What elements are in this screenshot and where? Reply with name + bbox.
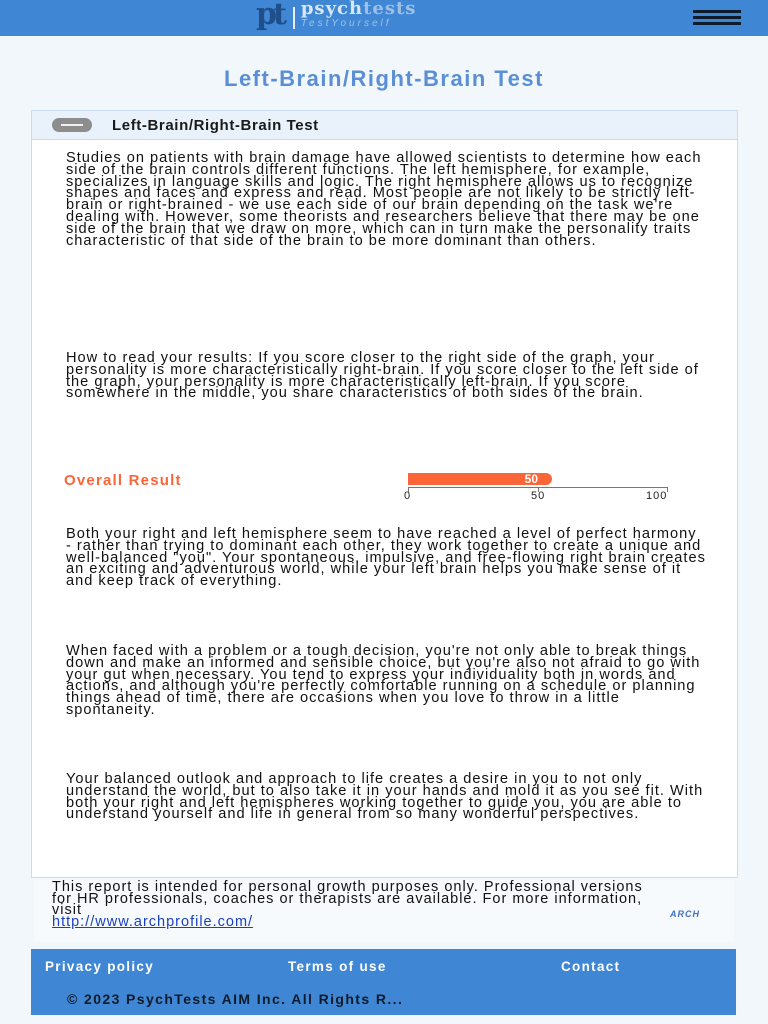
arch-logo-text: ARCH xyxy=(670,909,700,919)
logo-name-part-2: tests xyxy=(363,0,417,19)
psychtests-logo[interactable] xyxy=(256,0,416,36)
logo-tagline: TestYourself xyxy=(300,17,392,29)
copyright-text: © 2023 PsychTests AIM Inc. All Rights R... xyxy=(67,991,404,1007)
menu-icon[interactable] xyxy=(693,10,741,26)
card-header[interactable] xyxy=(32,111,737,140)
logo-wordmark xyxy=(300,0,417,30)
arch-profile-logo[interactable] xyxy=(670,904,732,920)
page-title: Left-Brain/Right-Brain Test xyxy=(224,66,544,91)
contact-link[interactable]: Contact xyxy=(561,959,621,974)
result-bar-track xyxy=(408,472,668,486)
privacy-policy-link[interactable]: Privacy policy xyxy=(45,959,155,974)
archprofile-link[interactable]: http://www.archprofile.com/ xyxy=(52,913,254,930)
axis-label-min: 0 xyxy=(404,490,412,502)
card-header-title: Left-Brain/Right-Brain Test xyxy=(112,116,319,134)
collapse-icon[interactable] xyxy=(52,118,92,132)
logo-name xyxy=(300,0,417,19)
top-header xyxy=(0,0,768,36)
report-disclaimer xyxy=(34,880,734,942)
footer xyxy=(31,949,736,1015)
intro-paragraph: Studies on patients with brain damage have allowed scientists to determine how each side of the brain controls different functions. The left hemisphere, for example, specializes in language skills and logic. The right hemisphere allows us to recognize shapes and faces and express and read. Most people are not likely to be strictly left-brain or right-brained - we use each side of our brain depending on the task we're dealing with. However, some theorists and researchers believe that there may be one side of the brain that we draw on more, which can in turn make the personality traits characteristic of that side of the brain to be more dominant than others. xyxy=(66,150,702,249)
result-paragraph-1: Both your right and left hemisphere seem to have reached a level of perfect harmony - rather than trying to dominant each other, they work together to create a unique and well-balanced "you". Your spontaneous, impulsive, and free-flowing right brain creates an exciting and adventurous world, while your left brain helps you make sense of it and keep track of everything. xyxy=(66,526,706,590)
logo-mark: pt xyxy=(256,0,283,32)
terms-of-use-link[interactable]: Terms of use xyxy=(288,959,387,974)
overall-result-chart xyxy=(64,472,704,506)
axis-label-max: 100 xyxy=(646,490,668,502)
overall-result-label: Overall Result xyxy=(64,472,182,489)
logo-divider xyxy=(293,7,295,29)
result-bar-value: 50 xyxy=(524,472,538,486)
how-to-read-paragraph: How to read your results: If you score closer to the right side of the graph, your personality is more characteristically right-brain. If you score closer to the left side of the graph, your personality is more characteristically left-brain. If you score somewhere in the middle, you share characteristics of both sides of the brain. xyxy=(66,350,699,402)
result-bar-fill xyxy=(408,473,552,485)
axis-label-mid: 50 xyxy=(531,490,546,502)
logo-name-part-1: psych xyxy=(300,0,364,19)
result-paragraph-3: Your balanced outlook and approach to life creates a desire in you to not only understand the world, but to also take it in your hands and mold it as you see fit. With both your right and left hemispheres working together to guide you, you are able to understand yourself and life in general from so many wonderful perspectives. xyxy=(66,771,704,823)
result-paragraph-2: When faced with a problem or a tough decision, you're not only able to break things down and make an informed and sensible choice, but you're also not afraid to go with your gut when necessary. You tend to express your individuality both in words and actions, and although you're perfectly comfortable running on a schedule or planning things ahead of time, there are occasions when you love to throw in a little spontaneity. xyxy=(66,643,701,718)
report-disclaimer-body: This report is intended for personal growth purposes only. Professional versions for HR professionals, coaches or therapists are available. For more information, visit xyxy=(52,879,643,919)
footer-links xyxy=(45,959,725,975)
report-disclaimer-text xyxy=(52,879,652,930)
